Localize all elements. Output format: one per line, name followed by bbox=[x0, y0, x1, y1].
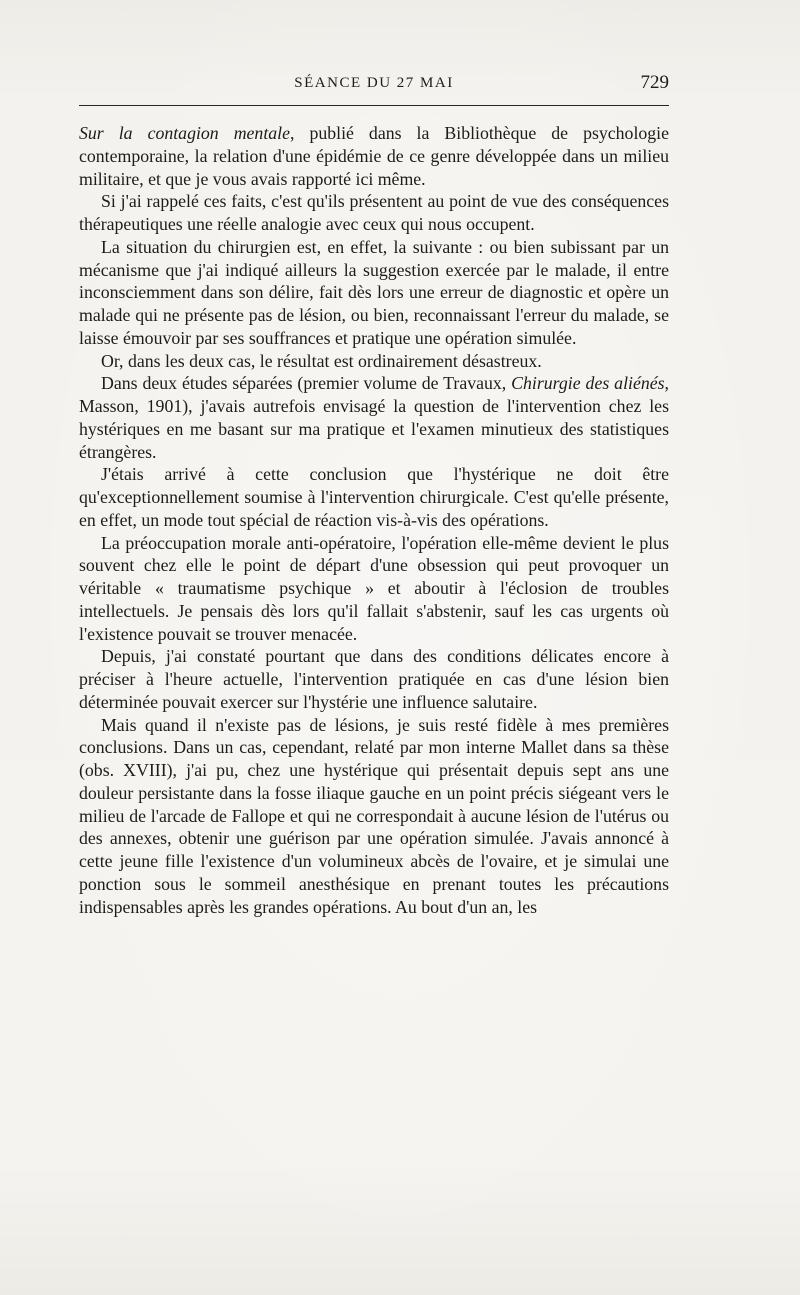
paragraph-6: J'étais arrivé à cette conclusion que l'hystérique ne doit être qu'exceptionnellement soumise à l'intervention chirurgicale. C'est qu'elle présente, en effet, un mode tout spécial de réaction vis-à-vis des opérations. bbox=[79, 464, 669, 530]
paragraph-9: Mais quand il n'existe pas de lésions, je suis resté fidèle à mes premières conclusions. Dans un cas, cependant, relaté par mon interne Mallet dans sa thèse (obs. XVIII), j'ai pu, chez une hystérique qui présentait depuis sept ans une douleur persistante dans la fosse iliaque gauche en un point précis siégeant vers le milieu de l'arcade de Fallope et qui ne correspondait à aucune lésion de l'utérus ou des annexes, obtenir une guérison par une opération simulée. J'avais annoncé à cette jeune fille l'existence d'un volumineux abcès de l'ovaire, et je simulai une ponction sous le sommeil anesthésique en prenant toutes les précautions indispensables après les grandes opérations. Au bout d'un an, les bbox=[79, 714, 669, 917]
running-title: SÉANCE DU 27 MAI bbox=[294, 75, 454, 91]
paragraph-1 bbox=[79, 122, 669, 190]
header-rule bbox=[79, 105, 669, 106]
cited-title-contagion: Sur la contagion mentale bbox=[79, 123, 290, 143]
paragraph-5-text-before: Dans deux études séparées (premier volume de Travaux, bbox=[101, 373, 512, 394]
page-number: 729 bbox=[640, 72, 669, 93]
paragraph-7: La préoccupation morale anti-opératoire, l'opération elle-même devient le plus souvent chez elle le point de départ d'une obsession qui peut provoquer un véritable « traumatisme psychique » et aboutir à l'éclosion de troubles intellectuels. Je pensais dès lors qu'il fallait s'abstenir, sauf les cas urgents où l'existence pouvait se trouver menacée. bbox=[79, 532, 669, 644]
paragraph-3: La situation du chirurgien est, en effet, la suivante : ou bien subissant par un mécanisme que j'ai indiqué ailleurs la suggestion exercée par le malade, il entre inconsciemment dans son délire, fait dès lors une erreur de diagnostic et opère un malade qui ne présente pas de lésion, ou bien, reconnaissant l'erreur du malade, se laisse émouvoir par ses souffrances et pratique une opération simulée. bbox=[79, 236, 669, 348]
paragraph-4: Or, dans les deux cas, le résultat est ordinairement désastreux. bbox=[101, 350, 542, 371]
paragraph-2: Si j'ai rappelé ces faits, c'est qu'ils présentent au point de vue des conséquences thérapeutiques une réelle analogie avec ceux qui nous occupent. bbox=[79, 191, 669, 234]
paragraph-5 bbox=[79, 372, 669, 463]
paragraph-5-text-after: , Masson, 1901), j'avais autrefois envisagé la question de l'intervention chez les hystériques en me basant sur ma pratique et l'examen minutieux des statistiques étrangères. bbox=[79, 373, 669, 462]
body-text bbox=[79, 122, 669, 918]
paragraph-1-text: , publié dans la Bibliothèque de psychologie contemporaine, la relation d'une épidémie de ce genre développée dans un milieu militaire, et que je vous avais rapporté ici même. bbox=[79, 123, 669, 189]
cited-title-chirurgie: Chirurgie des aliénés bbox=[511, 373, 665, 394]
paragraph-8: Depuis, j'ai constaté pourtant que dans des conditions délicates encore à préciser à l'heure actuelle, l'intervention pratiquée en cas d'une lésion bien déterminée pouvait exercer sur l'hystérie une influence salutaire. bbox=[79, 646, 669, 712]
page-header bbox=[79, 72, 669, 98]
